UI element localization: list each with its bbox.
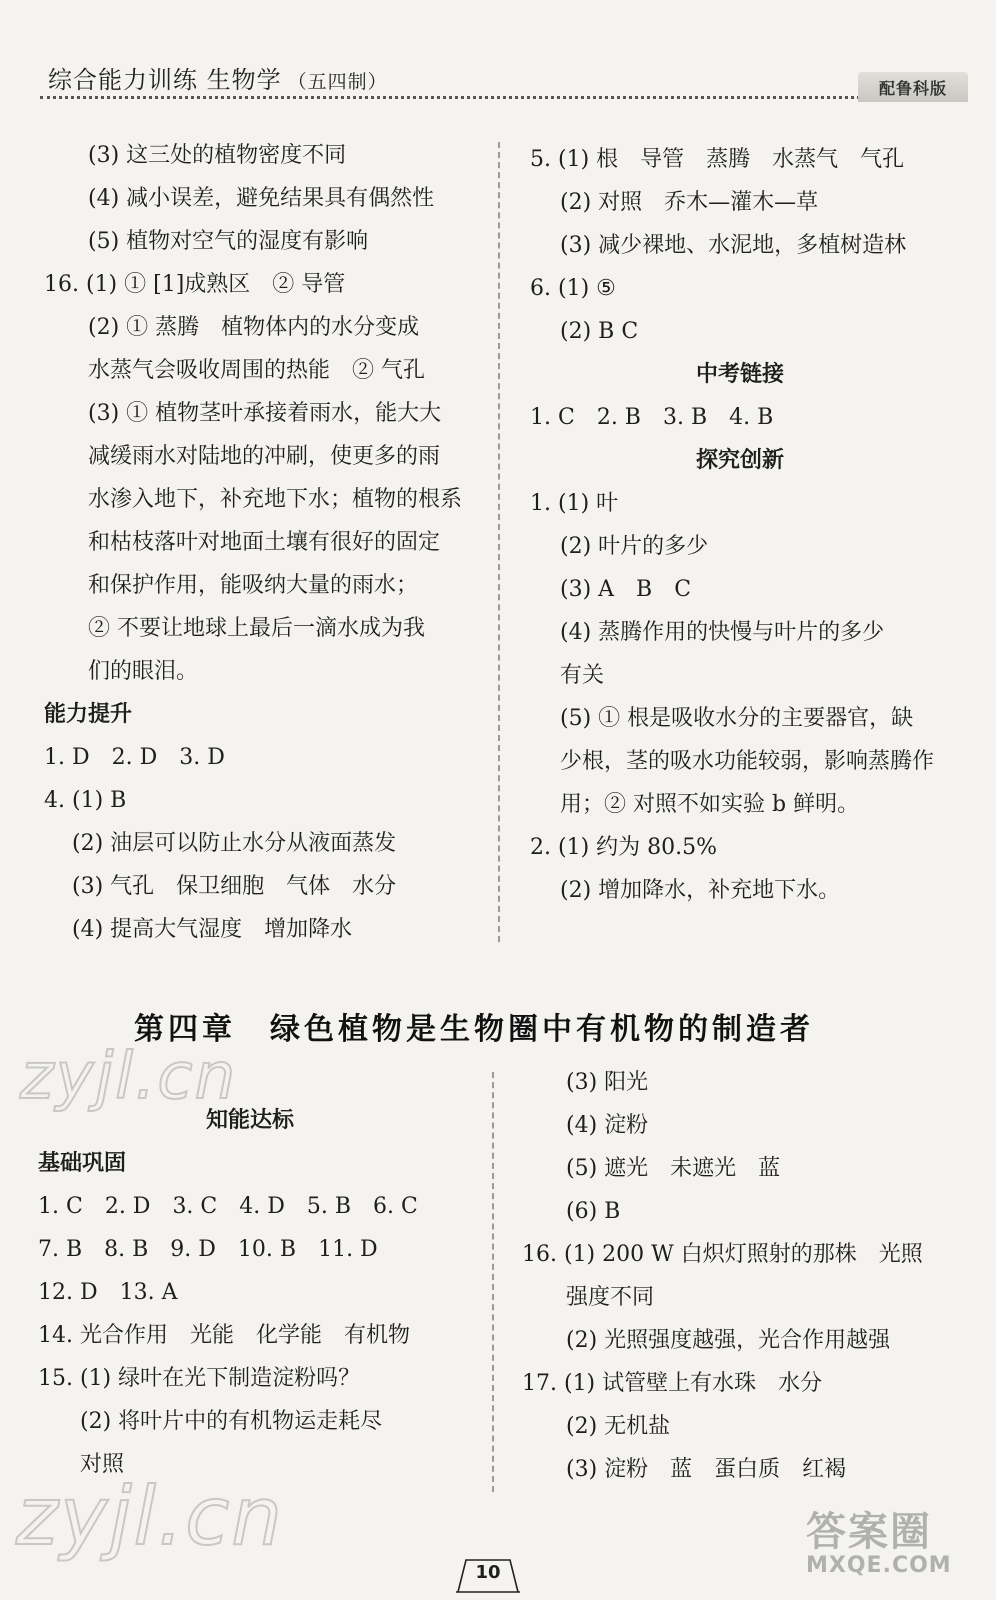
answer-line: 16. (1) ① [1]成熟区 ② 导管 [44, 272, 346, 297]
page-number-text: 10 [475, 1562, 501, 1583]
answer-line: 12. D 13. A [38, 1280, 178, 1305]
answer-line: (2) 油层可以防止水分从液面蒸发 [72, 831, 397, 856]
answer-line: (2) 叶片的多少 [560, 534, 709, 559]
answer-line: (3) 淀粉 蓝 蛋白质 红褐 [566, 1457, 847, 1482]
section-heading: 中考链接 [695, 362, 784, 387]
answer-line: 6. (1) ⑤ [530, 276, 616, 301]
answer-line: (5) ① 根是吸收水分的主要器官，缺 [560, 706, 914, 731]
answer-line: (3) 气孔 保卫细胞 气体 水分 [72, 874, 397, 899]
answer-line: (4) 提高大气湿度 增加降水 [72, 917, 353, 942]
section-heading: 基础巩固 [38, 1151, 127, 1176]
edition-tab: 配鲁科版 [858, 72, 968, 102]
answer-line: (3) A B C [560, 577, 692, 602]
answer-line: (2) 光照强度越强，光合作用越强 [566, 1328, 891, 1353]
answer-line: ② 不要让地球上最后一滴水成为我 [88, 616, 425, 641]
answer-line: 17. (1) 试管壁上有水珠 水分 [522, 1371, 823, 1396]
answer-line: (2) 无机盐 [566, 1414, 671, 1439]
answer-line: 1. C 2. D 3. C 4. D 5. B 6. C [38, 1194, 418, 1219]
answer-line: 少根，茎的吸水功能较弱，影响蒸腾作 [560, 749, 935, 774]
site-logo [806, 1500, 952, 1578]
watermark: zyjl.cn [20, 1040, 238, 1114]
answer-line: 对照 [80, 1452, 125, 1477]
answer-line: 水蒸气会吸收周围的热能 ② 气孔 [88, 358, 425, 383]
answer-line: 减缓雨水对陆地的冲刷，使更多的雨 [88, 444, 441, 469]
answer-line: 15. (1) 绿叶在光下制造淀粉吗？ [38, 1366, 361, 1391]
book-title: 综合能力训练 生物学 （五四制） [48, 66, 388, 94]
bottom-column-divider [492, 1072, 494, 1492]
answer-line: (6) B [566, 1199, 621, 1224]
answer-line: 1. (1) 叶 [530, 491, 619, 516]
answer-line: 用；② 对照不如实验 b 鲜明。 [560, 792, 860, 817]
answer-line: 强度不同 [566, 1285, 655, 1310]
answer-line: 水渗入地下，补充地下水；植物的根系 [88, 487, 463, 512]
answer-line: (2) 对照 乔木—灌木—草 [560, 190, 819, 215]
top-column-divider [498, 142, 500, 942]
book-subtitle: （五四制） [287, 71, 388, 93]
page-header [0, 0, 996, 100]
answer-line: (2) B C [560, 319, 639, 344]
answer-line: (3) ① 植物茎叶承接着雨水，能大大 [88, 401, 442, 426]
logo-text: 答案圈 [806, 1509, 932, 1555]
section-heading: 能力提升 [44, 702, 133, 727]
answer-line: 4. (1) B [44, 788, 127, 813]
answer-line: (3) 阳光 [566, 1070, 649, 1095]
answer-line: 有关 [560, 663, 605, 688]
logo-domain: MXQE.COM [806, 1553, 952, 1578]
answer-line: (2) 增加降水，补充地下水。 [560, 878, 841, 903]
answer-line: (2) ① 蒸腾 植物体内的水分变成 [88, 315, 420, 340]
answer-line: (5) 植物对空气的湿度有影响 [88, 229, 369, 254]
answer-line: 7. B 8. B 9. D 10. B 11. D [38, 1237, 378, 1262]
answer-line: (3) 减少裸地、水泥地，多植树造林 [560, 233, 907, 258]
section-heading: 探究创新 [695, 448, 784, 473]
answer-line: (4) 减小误差，避免结果具有偶然性 [88, 186, 435, 211]
answer-line: (5) 遮光 未遮光 蓝 [566, 1156, 781, 1181]
answer-line: (4) 淀粉 [566, 1113, 649, 1138]
answer-line: 16. (1) 200 W 白炽灯照射的那株 光照 [522, 1242, 923, 1267]
watermark: zyjl.cn [16, 1470, 284, 1563]
answer-line: (2) 将叶片中的有机物运走耗尽 [80, 1409, 383, 1434]
answer-line: 1. D 2. D 3. D [44, 745, 225, 770]
chapter-title: 第四章 绿色植物是生物圈中有机物的制造者 [134, 1012, 814, 1047]
section-heading: 知能达标 [205, 1108, 294, 1133]
answer-line: 1. C 2. B 3. B 4. B [530, 405, 774, 430]
answer-line: (3) 这三处的植物密度不同 [88, 143, 347, 168]
answer-line: 和枯枝落叶对地面土壤有很好的固定 [88, 530, 441, 555]
answer-line: (4) 蒸腾作用的快慢与叶片的多少 [560, 620, 885, 645]
answer-line: 14. 光合作用 光能 化学能 有机物 [38, 1323, 410, 1348]
page-number [456, 1554, 520, 1594]
answer-line: 们的眼泪。 [88, 659, 199, 684]
answer-line: 5. (1) 根 导管 蒸腾 水蒸气 气孔 [530, 147, 905, 172]
answer-line: 和保护作用，能吸纳大量的雨水； [88, 573, 419, 598]
answer-line: 2. (1) 约为 80.5% [530, 835, 718, 860]
header-divider [40, 96, 860, 99]
